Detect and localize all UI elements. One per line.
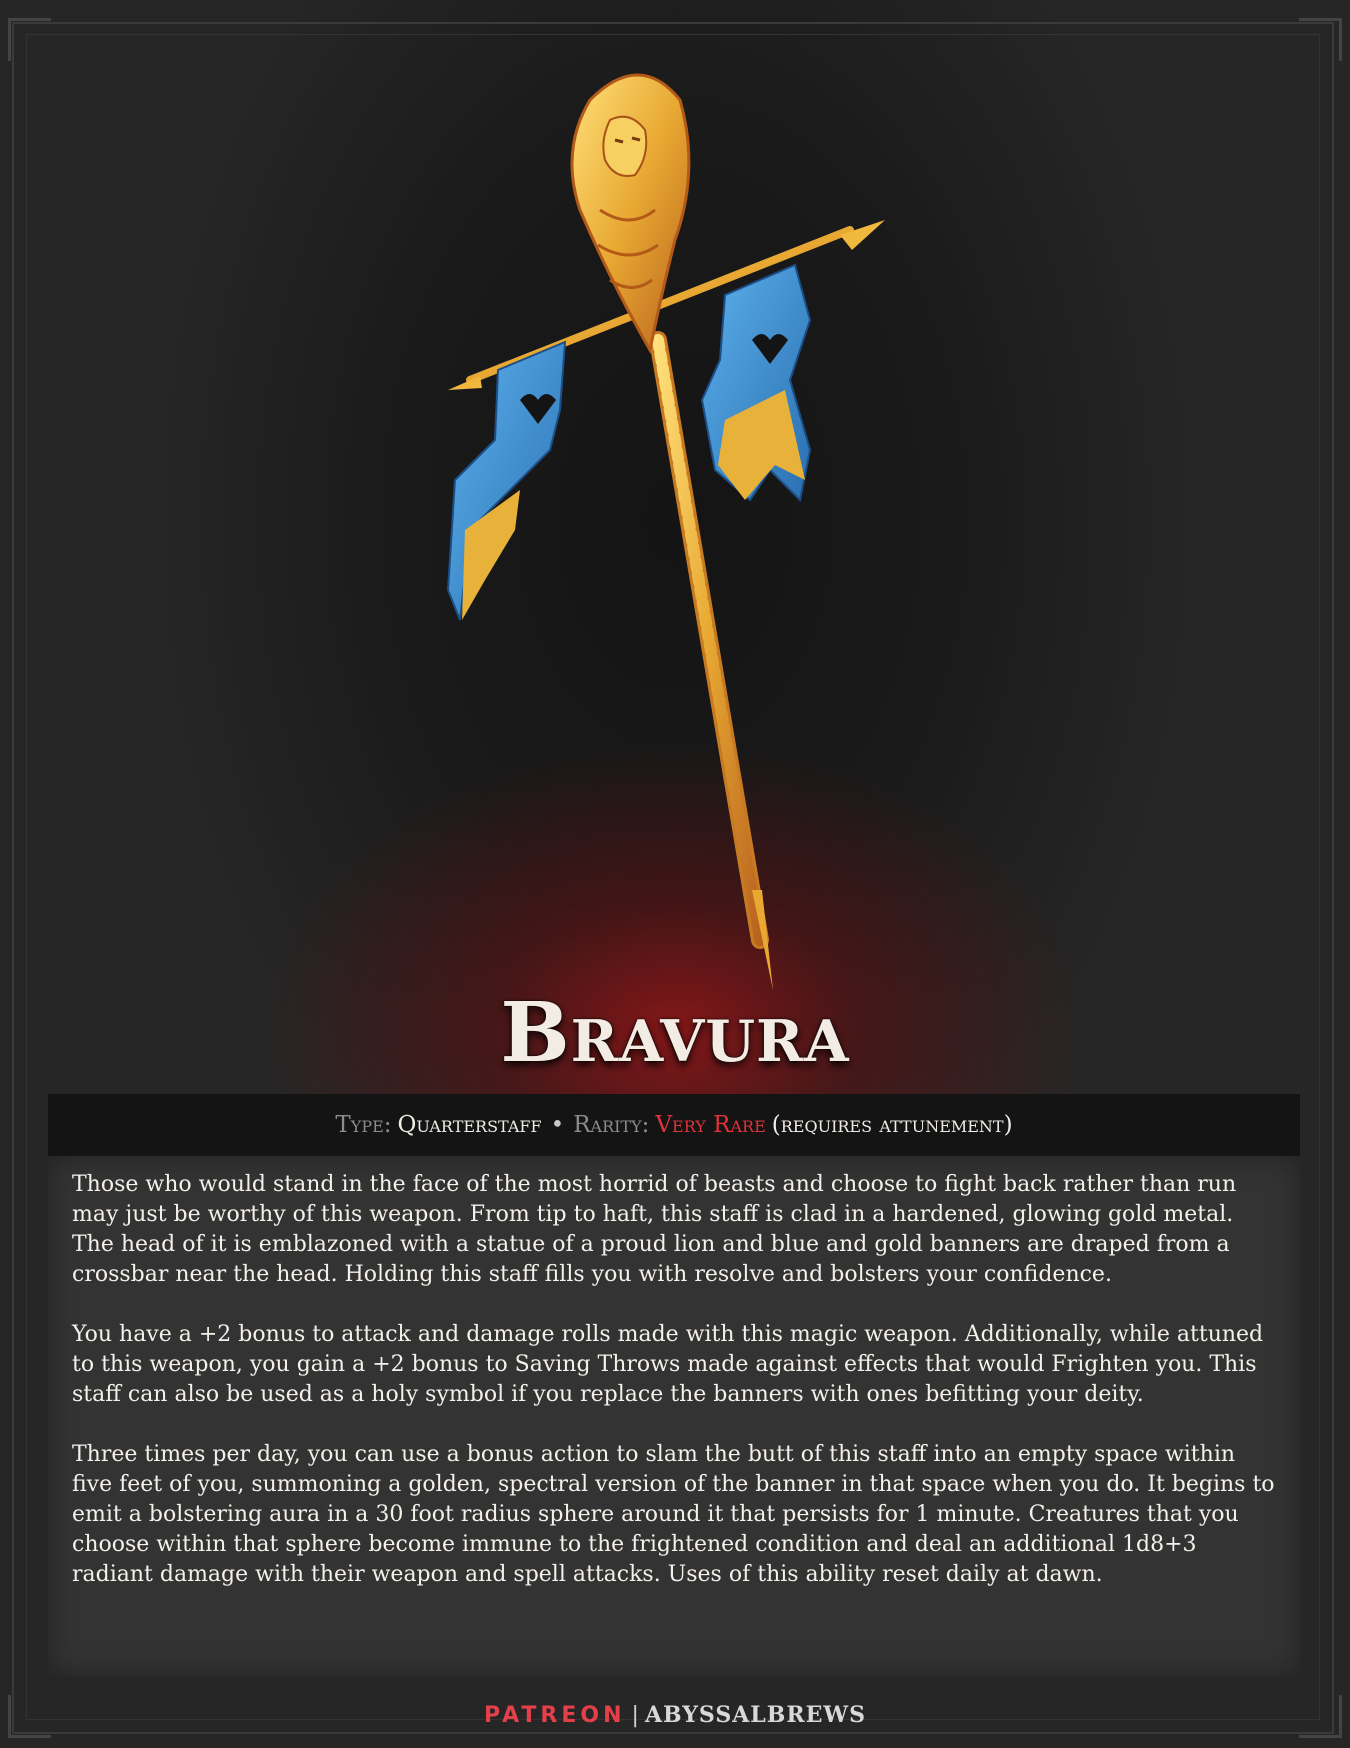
patreon-label: PATREON	[484, 1703, 626, 1728]
description-paragraph: Those who would stand in the face of the most horrid of beasts and choose to fight back rather than run may just be worthy of this weapon. From tip to haft, this staff is clad in a hardened, glowing gold metal. The head of it is emblazoned with a statue of a proud lion and blue and gold banners are draped from a crossbar near the head. Holding this staff fills you with resolve and bolsters your confidence.	[72, 1172, 1237, 1287]
footer-credit	[0, 1702, 1350, 1728]
brand-name: ABYSSALBREWS	[644, 1702, 866, 1728]
meta-separator: •	[550, 1112, 565, 1138]
type-value: Quarterstaff	[397, 1112, 542, 1138]
corner-ornament	[1299, 18, 1342, 61]
type-label: Type:	[335, 1112, 392, 1138]
right-banner	[702, 265, 810, 500]
description-paragraph: You have a +2 bonus to attack and damage rolls made with this magic weapon. Additionally, while attuned to this weapon, you gain a +2 bonus to Saving Throws made against effects that would Frighten you. This staff can also be used as a holy symbol if you replace the banners with ones befitting your deity.	[72, 1322, 1264, 1407]
rarity-label: Rarity:	[573, 1112, 650, 1138]
staff-illustration	[440, 60, 910, 990]
item-description	[48, 1156, 1300, 1676]
attunement-note: (requires attunement)	[771, 1112, 1013, 1138]
rarity-value: Very Rare	[655, 1112, 766, 1138]
corner-ornament	[8, 18, 51, 61]
description-paragraph: Three times per day, you can use a bonus action to slam the butt of this staff into an empty space within five feet of you, summoning a golden, spectral version of the banner in that space when you do. It begins to emit a bolstering aura in a 30 foot radius sphere around it that persists for 1 minute. Creatures that you choose within that sphere become immune to the frightened condition and deal an additional 1d8+3 radiant damage with their weapon and spell attacks. Uses of this ability reset daily at dawn.	[72, 1442, 1275, 1587]
footer-divider: |	[631, 1703, 639, 1728]
item-title: Bravura	[500, 985, 850, 1081]
lion-head-ornament	[572, 75, 689, 350]
item-meta-bar	[48, 1094, 1300, 1156]
